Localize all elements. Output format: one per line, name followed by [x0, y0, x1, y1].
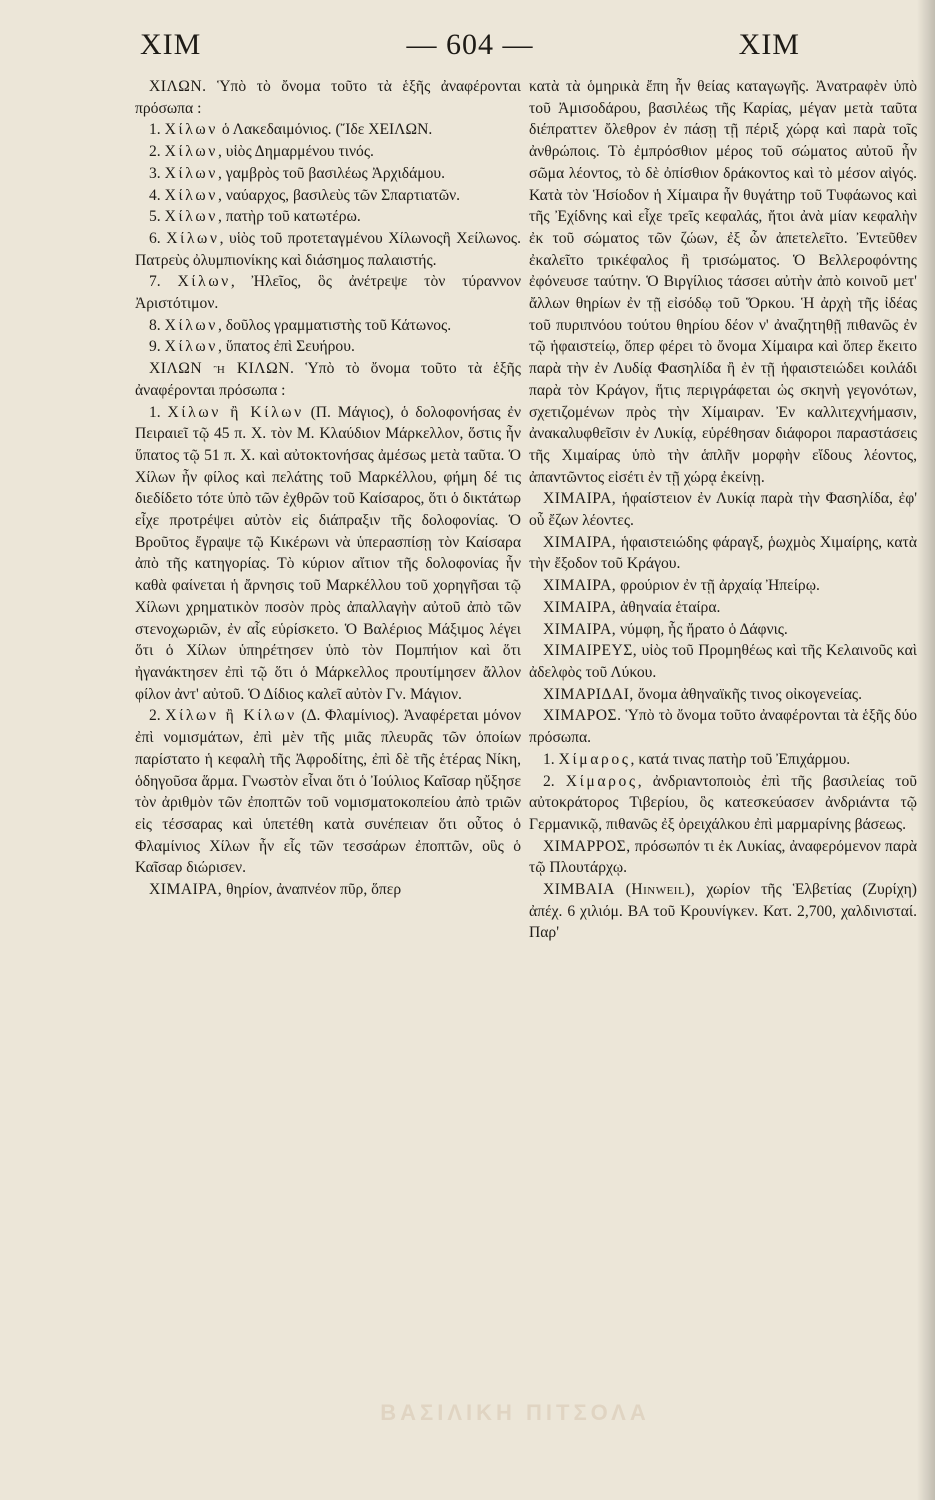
dictionary-entry: [529, 575, 917, 597]
dictionary-entry: [135, 402, 521, 706]
page-edge-shadow: [917, 0, 935, 1500]
entry-number: 7.: [149, 273, 178, 291]
dictionary-entry: [529, 749, 917, 771]
entry-text: φρούριον ἐν τῇ ἀρχαίᾳ Ἠπείρῳ.: [616, 577, 820, 595]
dictionary-entry: [529, 771, 917, 836]
header-right-guide-word: ΧΙΜ: [738, 28, 800, 61]
entry-number: 5.: [149, 208, 165, 226]
entry-text: θηρίον, ἀναπνέον πῦρ, ὅπερ: [222, 881, 402, 899]
entry-headword: ΧΙΜΑΡΟΣ.: [543, 707, 622, 725]
dictionary-entry: [135, 76, 521, 119]
entry-person-name: Χίλων: [164, 338, 218, 356]
entry-text: ὄνομα ἀθηναϊκῆς τινος οἰκογενείας.: [633, 685, 862, 703]
dictionary-entry: [135, 206, 521, 228]
entry-text: νύμφη, ἧς ἤρατο ὁ Δάφνις.: [616, 620, 788, 638]
entry-headword: ΧΙΜΑΙΡΑ,: [149, 881, 223, 899]
entry-number: 3.: [149, 164, 165, 182]
entry-person-name: Χίλων ἢ Κίλων: [165, 707, 297, 725]
dictionary-entry: [529, 836, 917, 879]
entry-text: κατὰ τὰ ὁμηρικὰ ἔπη ἦν θείας καταγωγῆς. Ἀνατραφὲν ὑπὸ τοῦ Ἀμισοδάρου, βασιλέως τῆς Καρίας, μέγαν μετὰ ταῦτα διέπραττεν ὄλεθρον ἐν πάσῃ τῇ πέριξ χώρᾳ καὶ παρὰ τοῖς ἀνθρώποις. Τὸ ἐμπρόσθιον μέρος τοῦ σώματος αὐτοῦ ἦν σῶμα λέοντος, τὸ δὲ ὀπίσθιον δράκοντος καὶ τὸ μέσον αἰγός. Κατὰ τὸν Ἡσίοδον ἡ Χίμαιρα ἦν θυγάτηρ τοῦ Τυφάωνος καὶ τῆς Ἐχίδνης καὶ εἶχε τρεῖς κεφαλάς, ἤτοι ἀνὰ μίαν κεφαλὴν ἐκ τοῦ σώματος τῶν ζώων, ἐξ ὧν ἀπετελεῖτο. Ἐντεῦθεν ἐκαλεῖτο τρικέφαλος ἢ τρισώματος. Ὁ Βελλεροφόντης ἐφόνευσε ταύτην. Ὁ Βιργίλιος τάσσει αὐτὴν ἀπὸ κοινοῦ μετ' ἄλλων θηρίων ἐν τῇ εἰσόδῳ τοῦ Ὅρκου. Ἡ ἀρχὴ τῆς ἰδέας τοῦ πυριπνόου τούτου θηρίου δέον ν' ἀναζητηθῇ πιθανῶς ἐν τῷ ἡφαιστείῳ, ὅπερ φέρει τὸ ὄνομα Χίμαιρα καὶ ὅπερ ἔκειτο παρὰ τὴν ἐν Λυδίᾳ Φασηλίδα ἢ ἐν τῇ ἡφαιστειώδει κοιλάδι παρὰ τὸν Κράγον, ἥτις περιγράφεται ὡς σκηνὴ γεγονότων, σχετιζομένων πρὸς τὴν Χίμαιραν. Ἐν καλλιτεχνήμασιν, ἀνακαλυφθεῖσιν ἐν Λυκίᾳ, εὑρέθησαν διάφοροι παραστάσεις τῆς Χιμαίρας ὑπὸ τὴν ἁπλῆν μορφὴν εἴδους λέοντος, ἀπαντῶντος εἰσέτι ἐν τῇ χώρᾳ ἐκείνῃ.: [529, 78, 917, 486]
entry-text: ἀθηναία ἑταίρα.: [616, 598, 721, 616]
dictionary-entry: [529, 488, 917, 531]
dictionary-entry: [135, 185, 521, 207]
dictionary-entry: [529, 640, 917, 683]
entry-headword: ΧΙΜΑΙΡΑ,: [543, 598, 617, 616]
dictionary-entry: [529, 76, 917, 488]
entry-person-name: Χίλων: [164, 316, 218, 334]
entry-person-name: Χίλων: [166, 229, 220, 247]
entry-number: 9.: [149, 338, 165, 356]
entry-number: 2.: [149, 143, 165, 161]
entry-text: , υἱὸς τοῦ προτεταγμένου Χίλωνοςἢ Χείλωνος. Πατρεὺς ὀλυμπιονίκης καὶ διάσημος παλαιστής.: [135, 229, 522, 269]
entry-person-name: Χίλων: [164, 143, 218, 161]
entry-headword: ΧΙΜΑΡΙΔΑΙ,: [543, 685, 634, 703]
entry-person-name: Χίμαρος: [565, 772, 638, 790]
dictionary-entry: [135, 315, 521, 337]
entry-text: Ὑπὸ τὸ ὄνομα τοῦτο ἀναφέρονται τὰ ἑξῆς δύο πρόσωπα.: [529, 707, 917, 747]
entry-number: 2.: [149, 707, 166, 725]
entry-person-name: Χίλων: [164, 208, 218, 226]
entry-headword: ΧΙΜΑΙΡΑ,: [543, 620, 617, 638]
entry-text: , ναύαρχος, βασιλεὺς τῶν Σπαρτιατῶν.: [217, 186, 461, 204]
dictionary-entry: [529, 619, 917, 641]
entry-headword: ΧΙΜΑΡΡΟΣ,: [543, 837, 631, 855]
dictionary-entry: [529, 532, 917, 575]
entry-text: (Δ. Φλαμίνιος). Ἀναφέρεται μόνον ἐπὶ νομισμάτων, ἐπὶ μὲν τῆς μιᾶς πλευρᾶς τῶν ὁποίων παρίστατο ἡ κεφαλὴ τῆς Ἀφροδίτης, ἐπὶ δὲ τῆς ἑτέρας Νίκη, ὁδηγοῦσα ἅρμα. Γνωστὸν εἶναι ὅτι ὁ Ἰούλιος Καῖσαρ ηὔξησε τὸν ἀριθμὸν τῶν ἐποπτῶν τοῦ νομισματοκοπείου ἀπὸ τριῶν εἰς τέσσαρας καὶ ὑπετέθη κατὰ συνέπειαν ὅτι οὗτος ὁ Φλαμίνιος Χίλων ἦν εἷς τῶν τεσσάρων ἐποπτῶν, οὓς ὁ Καῖσαρ διώρισεν.: [135, 707, 521, 877]
entry-text: (Π. Μάγιος), ὁ δολοφονήσας ἐν Πειραιεῖ τῷ 45 π. Χ. τὸν Μ. Κλαύδιον Μάρκελλον, ὅστις ἦν ὕπατος τῷ 51 π. Χ. καὶ αὐτοκτονήσας ἀμέσως μετὰ ταῦτα. Ὁ Χίλων ἦν φίλος καὶ πελάτης τοῦ Μαρκέλλου, φήμη δέ τις διεδίδετο τότε ὑπὸ τῶν ἐχθρῶν τοῦ Καίσαρος, ὅτι ὁ δικτάτωρ εἶχε προτρέψει αὐτὸν εἰς διάπραξιν τῆς δολοφονίας. Ὁ Βροῦτος ἔγραψε τῷ Κικέρωνι νὰ ὑπερασπίσῃ τὸν Καίσαρα ἀπὸ τῆς κατηγορίας. Τὸ κύριον αἴτιον τῆς δολοφονίας ἦν καθὰ φαίνεται ἡ ἄρνησις τοῦ Μαρκέλλου τοῦ χορηγῆσαι τῷ Χίλωνι χρηματικὸν ποσὸν πρὸς ἀπαλλαγὴν αὐτοῦ ἀπὸ τῶν στενοχωριῶν, ἐν αἷς εὑρίσκετο. Ὁ Βαλέριος Μάξιμος λέγει ὅτι ὁ Χίλων ὑπηρέτησεν ὑπὸ τὸν Πομπήιον καὶ ὅτι ἠγανάκτησεν ἐπὶ τῷ ὅτι ὁ Μάρκελλος προυτίμησεν ἄλλον φίλον ἀντ' αὐτοῦ. Ὁ Δίδιος καλεῖ αὐτὸν Γν. Μάγιον.: [135, 403, 522, 703]
entry-headword: ΧΙΜΑΙΡΑ,: [543, 533, 617, 551]
entry-number: 6.: [149, 229, 167, 247]
dictionary-entry: [135, 141, 521, 163]
entry-text: , γαμβρὸς τοῦ βασιλέως Ἀρχιδάμου.: [217, 164, 446, 182]
entry-number: 8.: [149, 316, 165, 334]
dictionary-entry: [135, 228, 521, 271]
entry-number: 2.: [543, 772, 566, 790]
entry-text: , πατὴρ τοῦ κατωτέρω.: [217, 208, 361, 226]
right-column: [529, 76, 917, 944]
entry-person-name: Χίλων: [164, 186, 218, 204]
entry-text: , δοῦλος γραμματιστὴς τοῦ Κάτωνος.: [217, 316, 452, 334]
header-left-guide-word: ΧΙΜ: [140, 28, 202, 61]
entry-headword: ΧΙΛΩΝ ἢ ΚΙΛΩΝ.: [149, 360, 295, 378]
entry-text: , Ἠλεῖος, ὃς ἀνέτρεψε τὸν τύραννον Ἀριστότιμον.: [135, 273, 521, 313]
dictionary-entry: [135, 705, 521, 879]
entry-person-name: Χίλων: [177, 273, 231, 291]
entry-number: 4.: [149, 186, 165, 204]
entry-headword: ΧΙΜΒΑΙΑ (Hinweil),: [543, 881, 696, 899]
entry-person-name: Χίλων ἢ Κίλων: [167, 403, 304, 421]
left-column: [135, 76, 521, 901]
entry-number: 1.: [543, 750, 559, 768]
entry-headword: ΧΙΜΑΙΡΑ,: [543, 490, 617, 508]
entry-person-name: Χίλων: [164, 121, 218, 139]
entry-text: ἡφαιστειώδης φάραγξ, ῥωχμὸς Χιμαίρης, κατὰ τὴν ἔξοδον τοῦ Κράγου.: [529, 533, 917, 573]
entry-text: ὁ Λακεδαιμόνιος. (Ἴδε ΧΕΙΛΩΝ.: [217, 121, 433, 139]
page-number: — 604 —: [406, 28, 534, 61]
entry-text: , ὕπατος ἐπὶ Σευήρου.: [217, 338, 355, 356]
entry-text: υἱὸς τοῦ Προμηθέως καὶ τῆς Κελαινοῦς καὶ ἀδελφὸς τοῦ Λύκου.: [529, 642, 917, 681]
entry-text: , ἀνδριαντοποιὸς ἐπὶ τῆς βασιλείας τοῦ αὐτοκράτορος Τιβερίου, ὃς κατεσκεύασεν ἀνδριάντα τῷ Γερμανικῷ, πιθανῶς ἐξ ὀρειχάλκου ἐπὶ μαρμαρίνης βάσεως.: [529, 772, 917, 833]
entry-person-name: Χίλων: [164, 164, 218, 182]
dictionary-entry: [135, 879, 521, 901]
entry-text: , υἱὸς Δημαρμένου τινός.: [217, 143, 374, 161]
entry-text: ἡφαίστειον ἐν Λυκίᾳ παρὰ τὴν Φασηλίδα, ἐφ' οὗ ἔζων λέοντες.: [529, 490, 917, 530]
entry-headword: ΧΙΜΑΙΡΕΥΣ,: [543, 642, 638, 660]
entry-text: , κατά τινας πατὴρ τοῦ Ἐπιχάρμου.: [630, 750, 851, 768]
dictionary-entry: [529, 684, 917, 706]
entry-headword: ΧΙΛΩΝ.: [149, 78, 207, 95]
entry-text: Ὑπὸ τὸ ὄνομα τοῦτο τὰ ἑξῆς ἀναφέρονται πρόσωπα :: [135, 78, 521, 117]
entry-number: 1.: [149, 121, 165, 139]
dictionary-entry: [135, 119, 521, 141]
entry-text: χωρίον τῆς Ἑλβετίας (Ζυρίχη) ἀπέχ. 6 χιλιόμ. ΒΑ τοῦ Κρουνίγκεν. Κατ. 2,700, χαλδινισταί. Παρ': [529, 881, 917, 942]
library-stamp-watermark: ΒΑΣΙΛΙΚΗ ΠΙΤΣΟΛΑ: [380, 1400, 650, 1425]
running-header: [140, 20, 800, 70]
dictionary-entry: [529, 705, 917, 748]
entry-text: πρόσωπόν τι ἐκ Λυκίας, ἀναφερόμενον παρὰ τῷ Πλουτάρχῳ.: [529, 837, 917, 877]
dictionary-entry: [135, 271, 521, 314]
dictionary-entry: [135, 358, 521, 401]
dictionary-entry: [135, 163, 521, 185]
dictionary-entry: [529, 879, 917, 944]
entry-number: 1.: [149, 403, 168, 421]
entry-headword: ΧΙΜΑΙΡΑ,: [543, 577, 617, 595]
entry-person-name: Χίμαρος: [558, 750, 631, 768]
dictionary-entry: [135, 336, 521, 358]
dictionary-entry: [529, 597, 917, 619]
entry-text: Ὑπὸ τὸ ὄνομα τοῦτο τὰ ἑξῆς ἀναφέρονται πρόσωπα :: [135, 360, 521, 399]
